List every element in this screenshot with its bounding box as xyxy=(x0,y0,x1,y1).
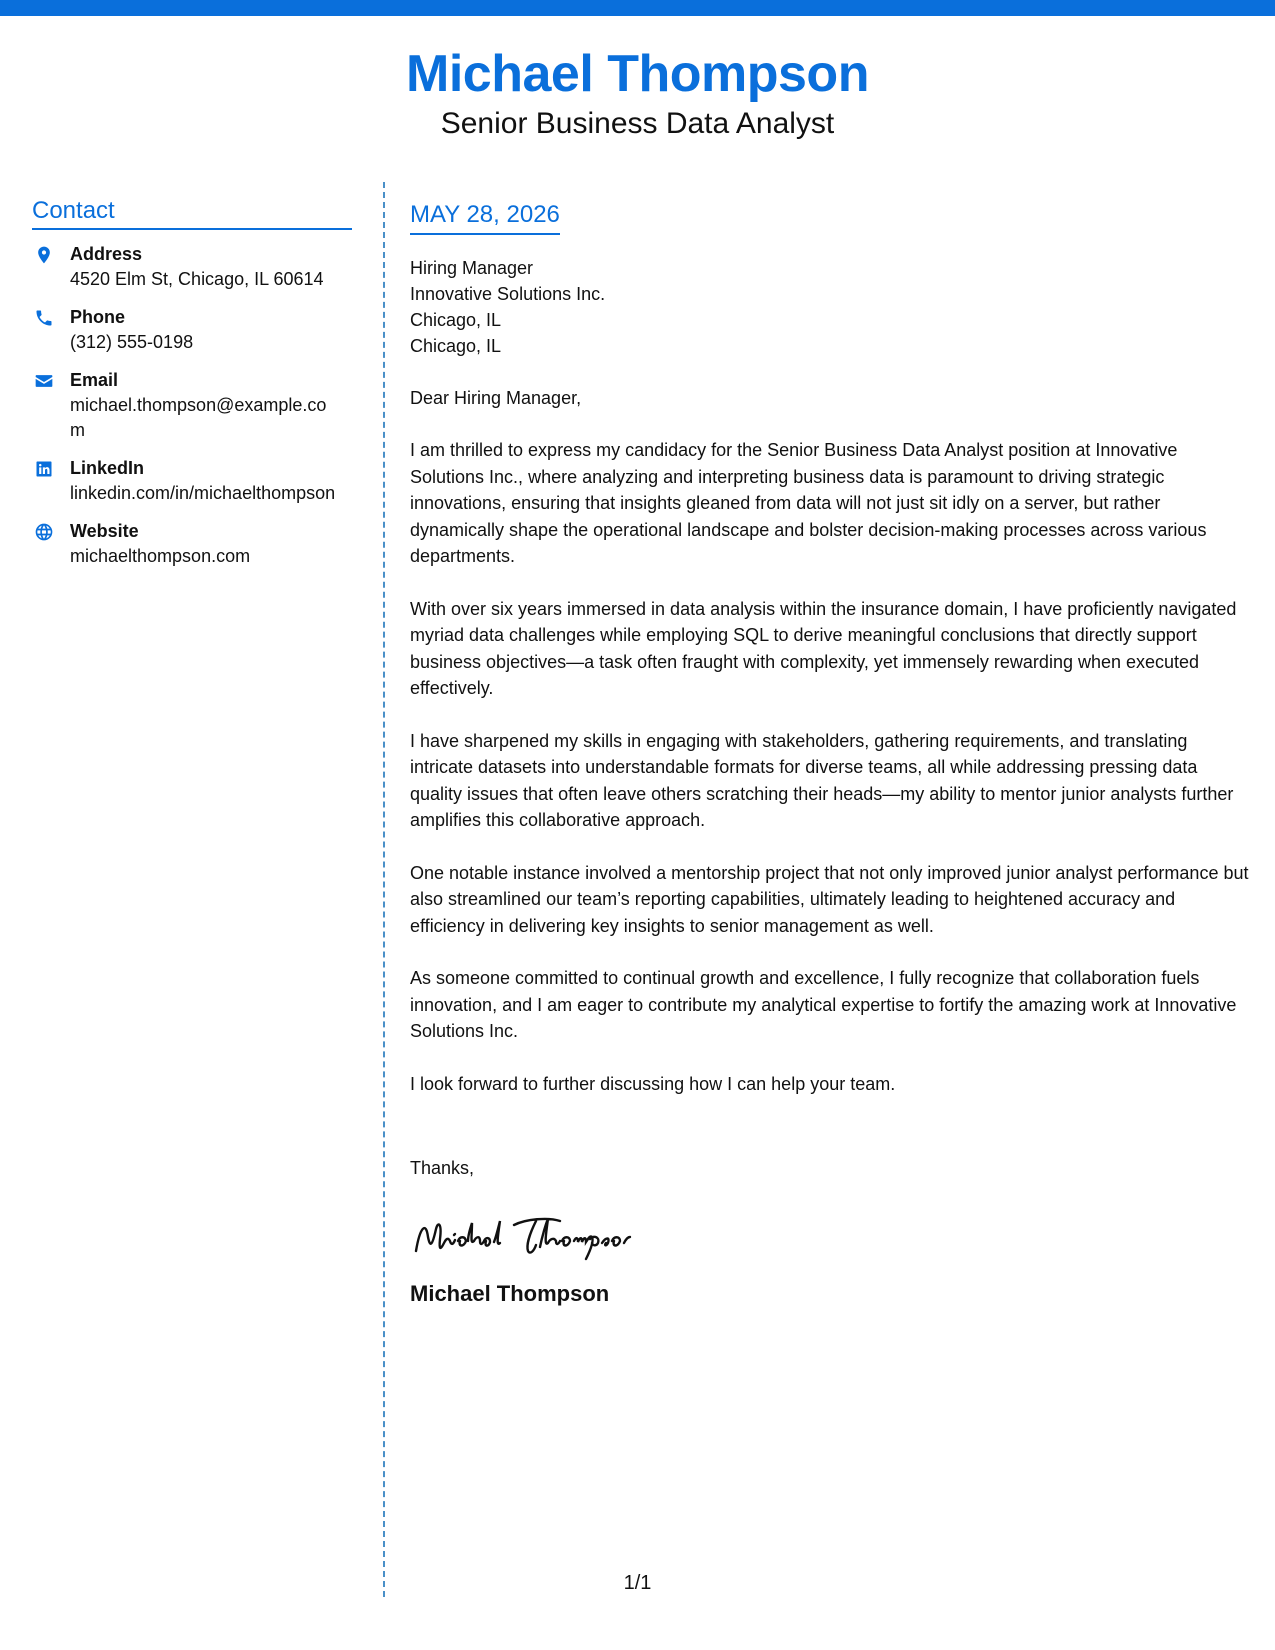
contact-item-email xyxy=(32,368,352,443)
recipient-line: Innovative Solutions Inc. xyxy=(410,284,606,304)
website-value: michaelthompson.com xyxy=(70,546,251,566)
applicant-name: Michael Thompson xyxy=(406,45,869,103)
contact-label: LinkedIn xyxy=(70,458,145,478)
envelope-icon xyxy=(32,369,56,393)
linkedin-value: linkedin.com/in/michaelthompson xyxy=(70,483,336,503)
letter-body xyxy=(410,198,1250,1309)
contact-sidebar xyxy=(32,196,352,582)
email-value: michael.thompson@example.com xyxy=(70,395,327,440)
contact-label: Email xyxy=(70,370,119,390)
contact-list xyxy=(32,242,352,569)
contact-heading: Contact xyxy=(32,196,352,230)
recipient-line: Hiring Manager xyxy=(410,258,534,278)
body-paragraph: I have sharpened my skills in engaging with stakeholders, gathering requirements, and translating intricate datasets into understandable formats for diverse teams, all while addressing pressing data quality issues that often leave others scratching their heads—my ability to mentor junior analysts further amplifies this collaborative approach. xyxy=(410,730,1234,830)
linkedin-icon xyxy=(32,457,56,481)
column-divider xyxy=(383,182,385,1597)
body-paragraph: I look forward to further discussing how I can help your team. xyxy=(410,1073,896,1094)
body-paragraph: One notable instance involved a mentorship project that not only improved junior analyst performance but also streamlined our team’s reporting capabilities, ultimately leading to heightened accuracy and efficiency in delivering key insights to senior management as well. xyxy=(410,862,1249,936)
top-accent-bar xyxy=(0,0,1275,16)
recipient-line: Chicago, IL xyxy=(410,336,502,356)
contact-item-website xyxy=(32,519,352,569)
contact-item-linkedin xyxy=(32,456,352,506)
address-value: 4520 Elm St, Chicago, IL 60614 xyxy=(70,269,324,289)
body-paragraph: I am thrilled to express my candidacy for the Senior Business Data Analyst position at Innovative Solutions Inc., where analyzing and interpreting business data is paramount to driving strategic innovations, ensuring that insights gleaned from data will not just sit idly on a server, but rather dynamically shape the operational landscape and bolster decision-making processes across various departments. xyxy=(410,440,1207,566)
job-title: Senior Business Data Analyst xyxy=(440,107,835,140)
contact-label: Phone xyxy=(70,307,126,327)
globe-icon xyxy=(32,520,56,544)
recipient-block xyxy=(410,255,1250,359)
letter-date: MAY 28, 2026 xyxy=(410,198,560,235)
location-pin-icon xyxy=(32,243,56,267)
body-paragraph: As someone committed to continual growth and excellence, I fully recognize that collaboration fuels innovation, and I am eager to contribute my analytical expertise to fortify the amazing work at Innovative Solutions Inc. xyxy=(410,968,1237,1041)
phone-value: (312) 555-0198 xyxy=(70,332,194,352)
contact-label: Address xyxy=(70,244,143,264)
contact-item-phone xyxy=(32,305,352,355)
salutation: Dear Hiring Manager, xyxy=(410,388,582,408)
contact-item-address xyxy=(32,242,352,292)
recipient-line: Chicago, IL xyxy=(410,310,502,330)
closing: Thanks, xyxy=(410,1158,475,1178)
phone-icon xyxy=(32,306,56,330)
page-number: 1/1 xyxy=(623,1572,652,1594)
contact-label: Website xyxy=(70,521,139,541)
handwritten-signature xyxy=(410,1207,1250,1267)
signer-name: Michael Thompson xyxy=(410,1281,610,1306)
page-header xyxy=(0,44,1275,142)
body-paragraph: With over six years immersed in data analysis within the insurance domain, I have proficiently navigated myriad data challenges while employing SQL to derive meaningful conclusions that directly support business objectives—a task often fraught with complexity, yet immensely rewarding when executed effectively. xyxy=(410,598,1237,698)
